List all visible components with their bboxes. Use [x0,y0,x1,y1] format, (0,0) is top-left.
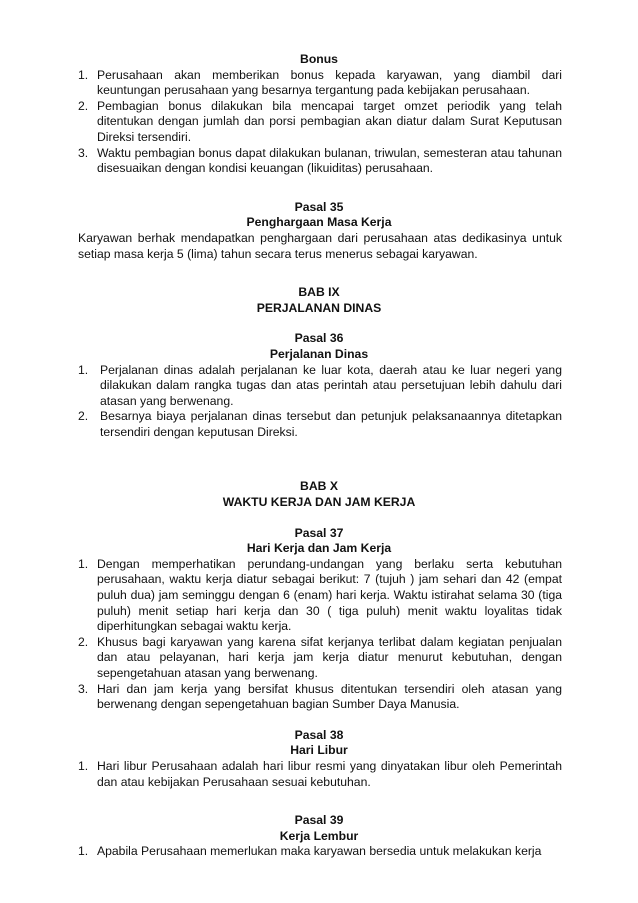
pasal-37-list [0,557,638,713]
list-number: 2. [78,98,89,113]
list-number: 3. [78,681,89,696]
list-number: 1. [78,67,89,82]
pasal-39-list [0,844,638,860]
list-item [78,844,562,860]
list-item [78,68,562,99]
pasal-38-subtitle: Hari Libur [290,743,348,758]
list-item [78,409,562,440]
list-number: 1. [78,556,89,571]
list-number: 1. [78,362,89,377]
list-text: Khusus bagi karyawan yang karena sifat kerjanya terlibat dalam kegiatan penjualan dan atau pelayanan, hari kerja jam kerja diatur menurut kebutuhan, dengan sepengetahuan atasan yang berwenang. [97,634,562,680]
list-text: Perusahaan akan memberikan bonus kepada karyawan, yang diambil dari keuntungan perusahaan yang besarnya tergantung pada kebijakan perusahaan. [97,67,562,98]
list-text: Hari dan jam kerja yang bersifat khusus ditentukan tersendiri oleh atasan yang berwenang dengan sepengetahuan bagian Sumber Daya Manusia. [97,681,562,712]
list-item [78,682,562,713]
bab-10-title: BAB X [300,479,338,494]
bab-9-title: BAB IX [298,285,340,300]
list-text: Pembagian bonus dilakukan bila mencapai target omzet periodik yang telah ditentukan dengan jumlah dan porsi pembagian akan diatur dalam Surat Keputusan Direksi tersendiri. [97,98,562,144]
list-text: Apabila Perusahaan memerlukan maka karyawan bersedia untuk melakukan kerja [97,844,542,859]
list-number: 1. [78,758,89,773]
list-item [78,557,562,635]
pasal-37-subtitle: Hari Kerja dan Jam Kerja [246,541,392,556]
pasal-38-title: Pasal 38 [294,727,344,742]
pasal-36-subtitle: Perjalanan Dinas [269,346,369,361]
pasal-36-list [0,363,638,441]
list-number: 1. [78,844,89,859]
pasal-37-title: Pasal 37 [294,525,344,540]
bab-9-subtitle: PERJALANAN DINAS [256,300,382,315]
list-item [78,146,562,177]
list-text: Perjalanan dinas adalah perjalanan ke luar kota, daerah atau ke luar negeri yang dilakukan dalam rangka tugas dan atas perintah atau persetujuan lebih dahulu dari atasan yang berwenang. [100,362,562,408]
list-number: 2. [78,409,89,424]
list-text: Dengan memperhatikan perundang-undangan yang berlaku serta kebutuhan perusahaan, waktu kerja diatur sebagai berikut: 7 (tujuh ) jam sehari dan 42 (empat puluh dua) jam seminggu dengan 6 (enam) hari kerja. Waktu istirahat selama 30 (tiga puluh) menit setiap hari kerja dan 30 ( tiga puluh) menit waktu loyalitas tidak diperhitungkan sebagai waktu kerja. [97,556,562,634]
pasal-36-title: Pasal 36 [294,331,344,346]
list-number: 3. [78,145,89,160]
bab-10-subtitle: WAKTU KERJA DAN JAM KERJA [222,495,416,510]
pasal-35-title: Pasal 35 [294,199,344,214]
bonus-list [0,68,638,177]
list-item [78,363,562,410]
list-number: 2. [78,634,89,649]
pasal-39-title: Pasal 39 [294,813,344,828]
pasal-38-list [0,759,638,790]
pasal-39-subtitle: Kerja Lembur [279,828,359,843]
list-item [78,759,562,790]
pasal-35-subtitle: Penghargaan Masa Kerja [246,215,392,230]
list-item [78,99,562,146]
section-title-bonus: Bonus [300,52,338,66]
list-text: Waktu pembagian bonus dapat dilakukan bulanan, triwulan, semesteran atau tahunan disesuaikan dengan kondisi keuangan (likuiditas) perusahaan. [97,145,562,176]
list-text: Hari libur Perusahaan adalah hari libur resmi yang dinyatakan libur oleh Pemerintah dan atau kebijakan Perusahaan sesuai kebutuhan. [97,758,562,789]
list-item [78,635,562,682]
list-text: Besarnya biaya perjalanan dinas tersebut dan petunjuk pelaksanaannya ditetapkan tersendiri dengan keputusan Direksi. [100,409,562,439]
pasal-35-text: Karyawan berhak mendapatkan penghargaan dari perusahaan atas dedikasinya untuk setiap masa kerja 5 (lima) tahun secara terus menerus sebagai karyawan. [78,230,562,261]
